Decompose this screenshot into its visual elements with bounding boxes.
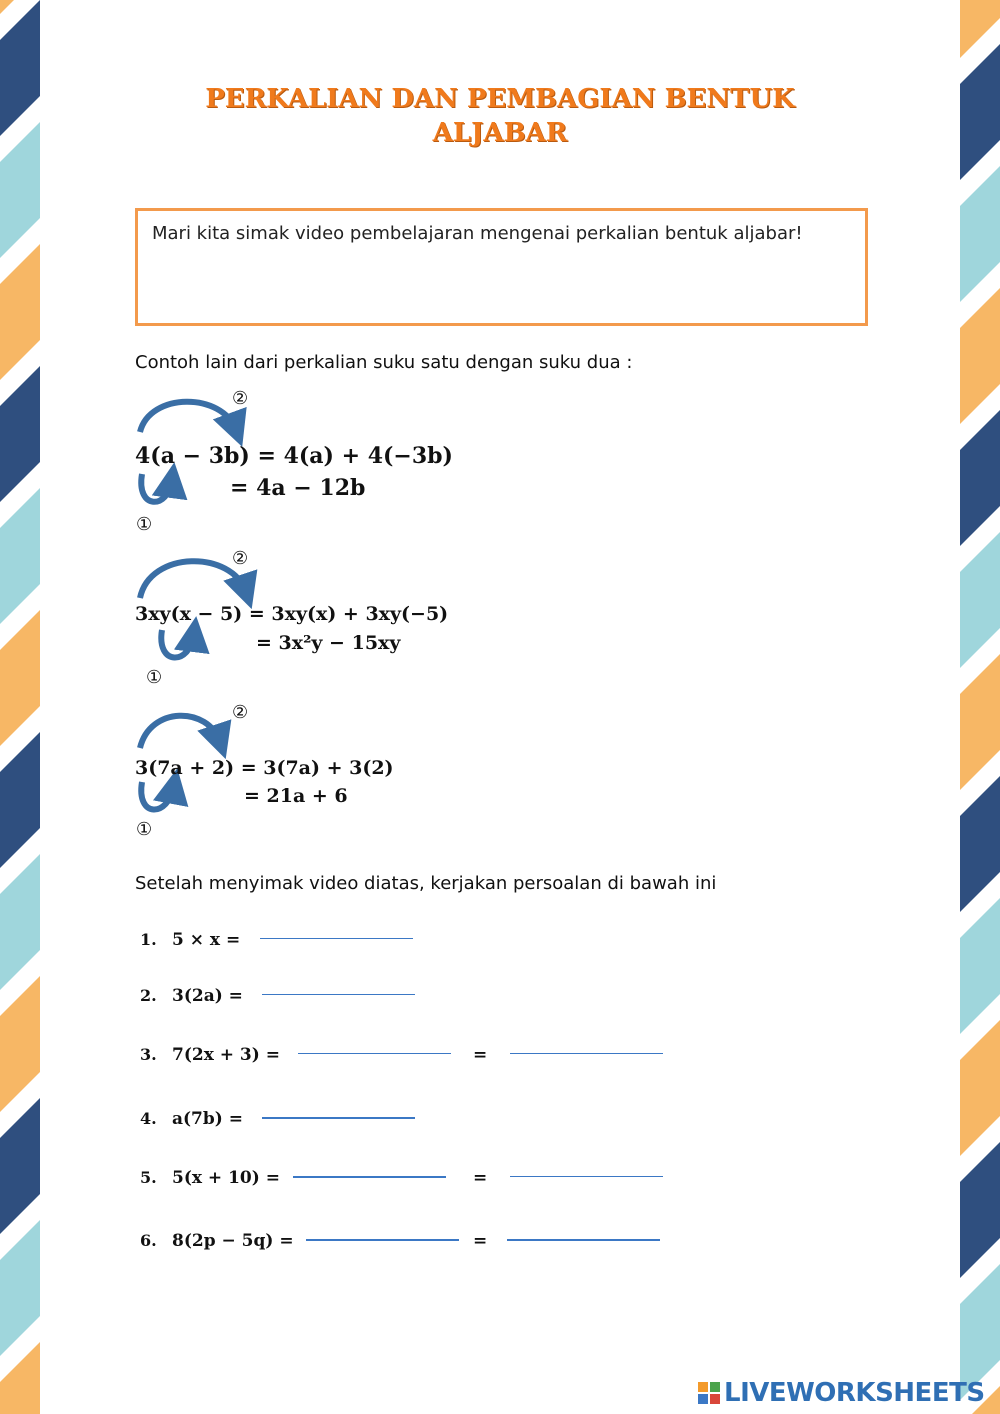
step-2-marker-3: ②	[232, 702, 249, 723]
exercises-heading: Setelah menyimak video diatas, kerjakan persoalan di bawah ini	[135, 873, 717, 894]
stripe-band	[0, 1098, 40, 1234]
exercise-expression: 8(2p − 5q) =	[172, 1231, 294, 1251]
arrow-over-2	[140, 561, 246, 598]
example-2-line-2: = 3x²y − 15xy	[256, 632, 401, 654]
equals-sign: =	[473, 1045, 488, 1065]
step-1-marker-1: ①	[136, 514, 153, 535]
stripe-band	[0, 976, 40, 1112]
arrow-over-3	[140, 716, 220, 748]
exercise-number: 5.	[140, 1168, 157, 1187]
exercise-number: 2.	[140, 986, 157, 1005]
equals-sign: =	[473, 1168, 488, 1188]
arrow-under-1	[141, 474, 172, 502]
exercise-expression: 7(2x + 3) =	[172, 1045, 280, 1065]
exercise-number: 4.	[140, 1109, 157, 1128]
example-3-line-2: = 21a + 6	[244, 785, 348, 807]
arrow-under-2	[161, 630, 194, 658]
step-2-marker-2: ②	[232, 548, 249, 569]
step-1-marker-2: ①	[146, 667, 163, 688]
answer-blank-5b[interactable]	[510, 1176, 663, 1177]
example-1-line-1: 4(a − 3b) = 4(a) + 4(−3b)	[135, 443, 453, 469]
exercise-expression: 5 × x =	[172, 930, 241, 950]
equals-sign: =	[473, 1231, 488, 1251]
examples-heading: Contoh lain dari perkalian suku satu dengan suku dua :	[135, 352, 633, 373]
answer-blank-2a[interactable]	[262, 994, 415, 995]
exercise-expression: a(7b) =	[172, 1109, 243, 1129]
answer-blank-6b[interactable]	[507, 1239, 660, 1241]
example-1-line-2: = 4a − 12b	[230, 475, 366, 501]
step-2-marker-1: ②	[232, 388, 249, 409]
page-title: PERKALIAN DAN PEMBAGIAN BENTUK ALJABAR	[205, 84, 795, 148]
example-2-line-1: 3xy(x − 5) = 3xy(x) + 3xy(−5)	[135, 603, 449, 625]
exercise-number: 1.	[140, 930, 157, 949]
answer-blank-1a[interactable]	[260, 938, 413, 939]
example-3-line-1: 3(7a + 2) = 3(7a) + 3(2)	[135, 757, 394, 779]
answer-blank-4a[interactable]	[262, 1117, 415, 1119]
answer-blank-3a[interactable]	[298, 1053, 451, 1054]
arrow-over-1	[140, 402, 236, 432]
stripe-band	[960, 898, 1000, 1034]
answer-blank-6a[interactable]	[306, 1239, 459, 1241]
exercise-expression: 3(2a) =	[172, 986, 243, 1006]
answer-blank-3b[interactable]	[510, 1053, 663, 1054]
answer-blank-5a[interactable]	[293, 1176, 446, 1178]
stripe-band	[960, 1142, 1000, 1278]
exercise-expression: 5(x + 10) =	[172, 1168, 280, 1188]
exercise-number: 6.	[140, 1231, 157, 1250]
video-instruction: Mari kita simak video pembelajaran mengenai perkalian bentuk aljabar!	[152, 223, 803, 244]
brand-name: LIVEWORKSHEETS	[724, 1378, 985, 1408]
step-1-marker-3: ①	[136, 819, 153, 840]
logo-grid-icon	[698, 1382, 720, 1404]
arrow-under-3	[141, 782, 174, 810]
stripe-band	[960, 1020, 1000, 1156]
exercise-number: 3.	[140, 1045, 157, 1064]
stripe-band	[0, 1342, 40, 1414]
stripe-band	[0, 1220, 40, 1356]
